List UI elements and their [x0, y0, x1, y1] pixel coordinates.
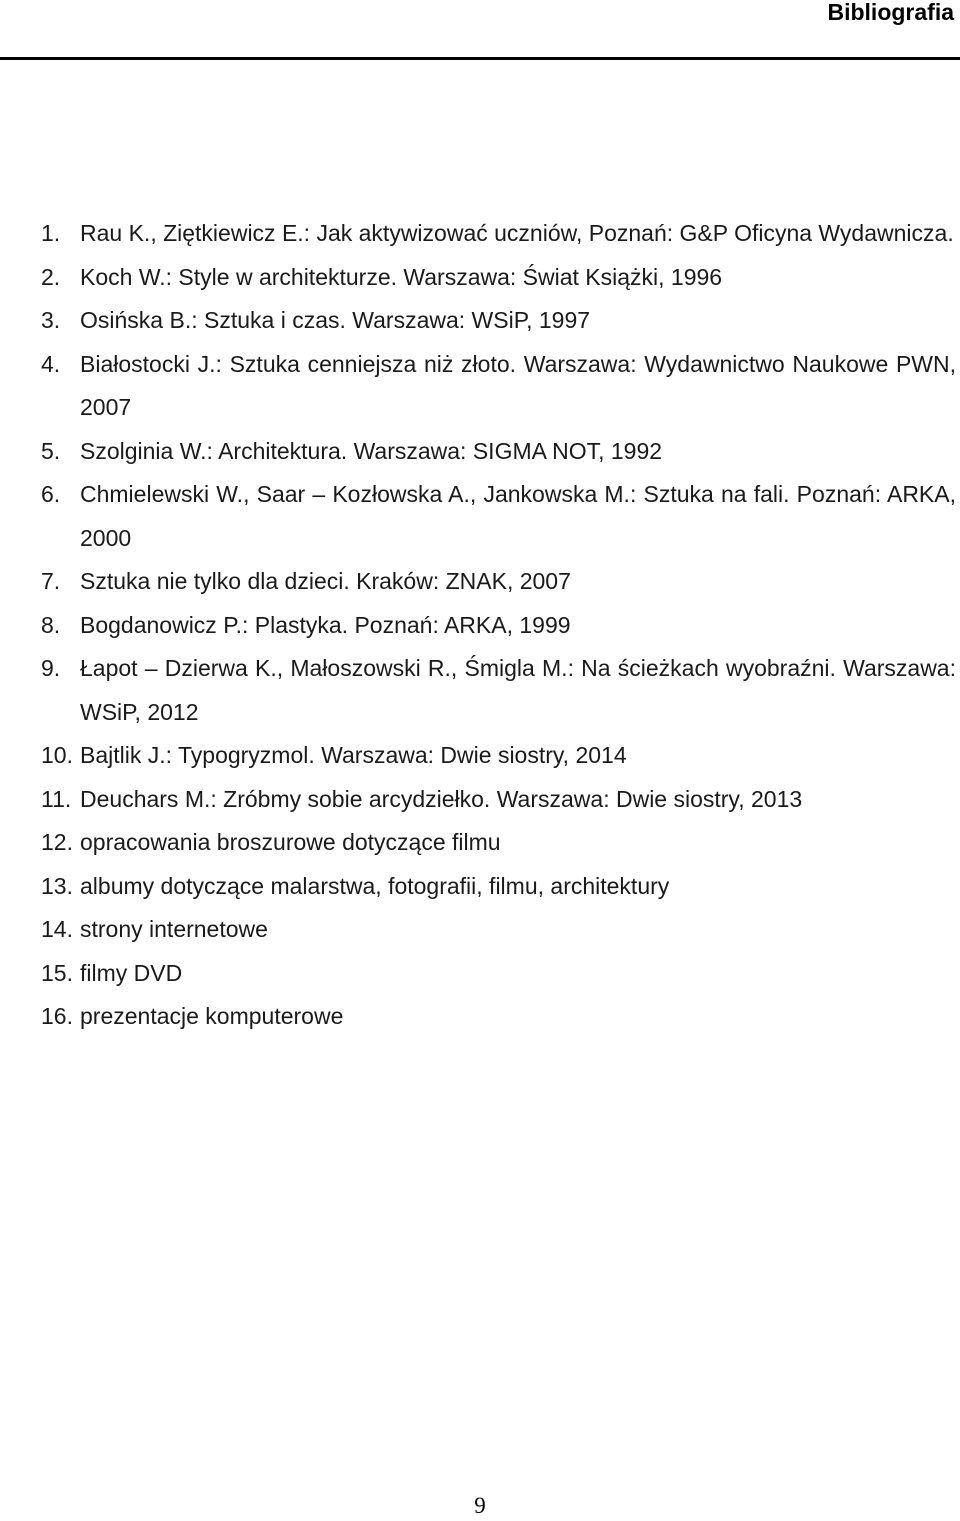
- page-header-title: Bibliografia: [827, 0, 954, 25]
- entry-text: Bogdanowicz P.: Plastyka. Poznań: ARKA, 1999: [80, 611, 571, 638]
- bibliography-entry: [0, 604, 960, 648]
- entry-number: 8.: [41, 611, 61, 638]
- entry-text: Białostocki J.: Sztuka cenniejsza niż złoto. Warszawa: Wydawnictwo Naukowe PWN, 2007: [80, 350, 956, 420]
- entry-number: 14.: [41, 916, 73, 942]
- entry-text: Chmielewski W., Saar – Kozłowska A., Jankowska M.: Sztuka na fali. Poznań: ARKA, 2000: [80, 481, 956, 551]
- entry-text: Łapot – Dzierwa K., Małoszowski R., Śmigla M.: Na ścieżkach wyobraźni. Warszawa: WSiP, 2012: [80, 655, 956, 725]
- entry-text: albumy dotyczące malarstwa, fotografii, filmu, architektury: [80, 872, 670, 899]
- bibliography-entry: [0, 560, 960, 604]
- entry-text: Bajtlik J.: Typogryzmol. Warszawa: Dwie siostry, 2014: [80, 742, 627, 768]
- page-number: 9: [474, 1493, 486, 1518]
- bibliography-entry: [0, 952, 960, 996]
- entry-number: 12.: [41, 829, 73, 855]
- entry-text: Sztuka nie tylko dla dzieci. Kraków: ZNAK, 2007: [80, 568, 571, 594]
- bibliography-entry: [0, 647, 960, 734]
- bibliography-list: [0, 212, 960, 1039]
- bibliography-entry: [0, 821, 960, 865]
- bibliography-entry: [0, 343, 960, 430]
- entry-number: 16.: [41, 1003, 73, 1029]
- bibliography-entry: [0, 908, 960, 952]
- entry-number: 9.: [41, 655, 61, 681]
- entry-text: strony internetowe: [80, 916, 268, 942]
- bibliography-entry: [0, 473, 960, 560]
- entry-text: Osińska B.: Sztuka i czas. Warszawa: WSiP, 1997: [80, 307, 591, 333]
- entry-number: 6.: [41, 481, 61, 507]
- entry-number: 3.: [41, 307, 61, 333]
- header-divider: [0, 57, 960, 60]
- entry-text: prezentacje komputerowe: [80, 1003, 344, 1029]
- bibliography-entry: [0, 212, 960, 256]
- entry-text: filmy DVD: [80, 959, 183, 986]
- entry-number: 5.: [41, 437, 61, 464]
- bibliography-entry: [0, 778, 960, 822]
- bibliography-entry: [0, 734, 960, 778]
- entry-number: 11.: [41, 785, 72, 812]
- entry-number: 10.: [41, 742, 73, 768]
- entry-number: 4.: [41, 350, 61, 377]
- entry-text: Rau K., Ziętkiewicz E.: Jak aktywizować uczniów, Poznań: G&P Oficyna Wydawnicza.: [80, 220, 954, 246]
- entry-number: 2.: [41, 263, 61, 290]
- bibliography-entry: [0, 995, 960, 1039]
- entry-number: 1.: [41, 220, 61, 246]
- bibliography-entry: [0, 865, 960, 909]
- entry-text: Koch W.: Style w architekturze. Warszawa: Świat Książki, 1996: [80, 263, 723, 290]
- bibliography-entry: [0, 430, 960, 474]
- bibliography-entry: [0, 256, 960, 300]
- entry-number: 15.: [41, 959, 73, 986]
- entry-text: Szolginia W.: Architektura. Warszawa: SIGMA NOT, 1992: [80, 437, 663, 464]
- entry-text: opracowania broszurowe dotyczące filmu: [80, 829, 501, 855]
- bibliography-entry: [0, 299, 960, 343]
- entry-number: 13.: [41, 872, 73, 899]
- entry-number: 7.: [41, 568, 61, 594]
- entry-text: Deuchars M.: Zróbmy sobie arcydziełko. Warszawa: Dwie siostry, 2013: [80, 785, 803, 812]
